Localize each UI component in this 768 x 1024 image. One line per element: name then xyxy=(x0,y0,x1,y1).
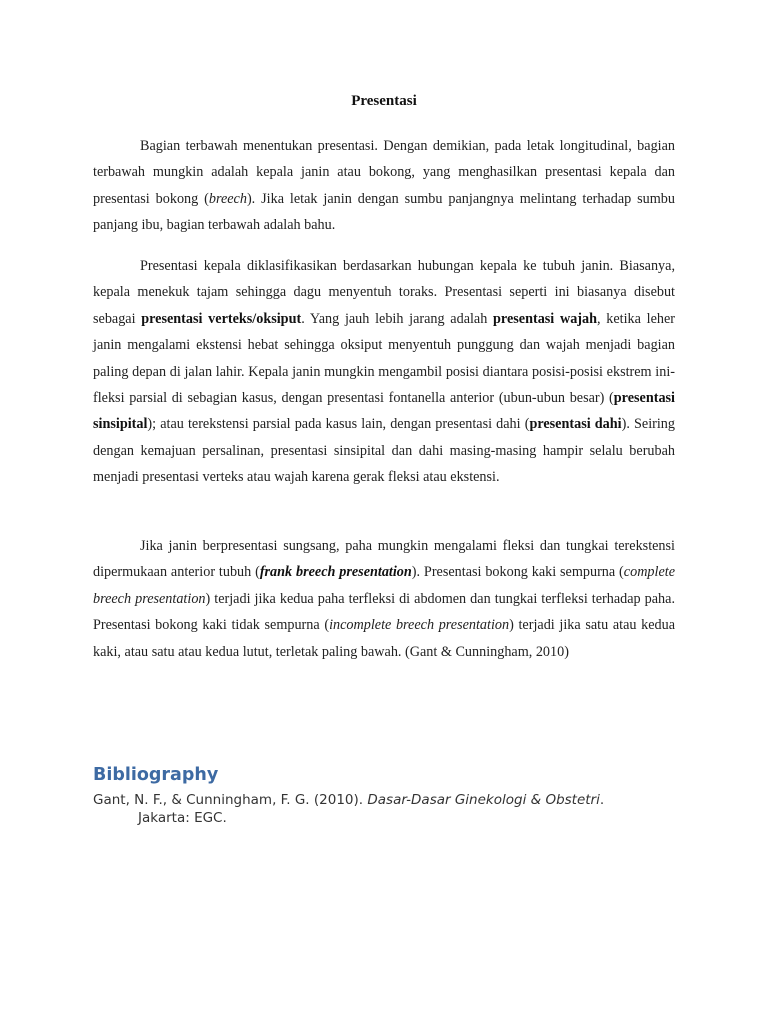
bib-authors: Gant, N. F., & Cunningham, F. G. (2010). xyxy=(93,792,368,808)
bold-term: presentasi dahi xyxy=(529,416,622,433)
bibliography-entry xyxy=(93,791,693,827)
page-title: Presentasi xyxy=(351,93,417,109)
paragraph-3 xyxy=(93,533,675,665)
text-run: Jika janin berpresentasi sungsang, paha mungkin mengalami fleksi dan tungkai terekstensi dipermukaan anterior tubuh ( xyxy=(93,538,675,581)
paragraph-2 xyxy=(93,253,675,491)
bib-punct: . xyxy=(599,792,605,808)
text-run: Bagian terbawah menentukan presentasi. Dengan demikian, pada letak longitudinal, bagian terbawah mungkin adalah kepala janin atau bokong, yang menghasilkan presentasi kepala dan presentasi bokong ( xyxy=(93,138,675,207)
bold-term: presentasi sinsipital xyxy=(93,390,675,433)
text-run: ) terjadi jika kedua paha terfleksi di abdomen dan tungkai terfleksi terhadap paha. Presentasi bokong kaki tidak sempurna ( xyxy=(93,590,675,634)
text-run: , ketika leher janin mengalami ekstensi hebat sehingga oksiput menyentuh punggung dan wajah menjadi bagian paling depan di jalan lahir. Kepala janin mungkin mengambil posisi diantara posisi-posisi ekstrem ini-fleksi parsial di sebagian kasus, dengan presentasi fontanella anterior (ubun-ubun besar) ( xyxy=(93,310,675,407)
bold-term: presentasi wajah xyxy=(493,310,598,327)
text-run: ). Seiring dengan kemajuan persalinan, presentasi sinsipital dan dahi masing-masing hampir selalu berubah menjadi presentasi verteks atau wajah karena gerak fleksi atau ekstensi. xyxy=(93,416,675,486)
bib-book-title: Dasar-Dasar Ginekologi & Obstetri xyxy=(367,792,600,808)
text-run: ). Jika letak janin dengan sumbu panjangnya melintang terhadap sumbu panjang ibu, bagian terbawah adalah bahu. xyxy=(93,190,675,234)
bold-term: presentasi verteks/oksiput xyxy=(141,310,302,327)
bibliography-heading: Bibliography xyxy=(93,765,219,785)
text-run: ). Presentasi bokong kaki sempurna ( xyxy=(411,564,624,581)
italic-term: incomplete breech presentation xyxy=(329,617,510,634)
paragraph-1 xyxy=(93,133,675,239)
bold-italic-term: frank breech presentation xyxy=(259,564,412,581)
text-run: Presentasi kepala diklasifikasikan berdasarkan hubungan kepala ke tubuh janin. Biasanya, kepala menekuk tajam sehingga dagu menyentuh toraks. Presentasi seperti ini biasanya disebut sebagai xyxy=(93,258,675,327)
text-run: ) terjadi jika satu atau kedua kaki, atau satu atau kedua lutut, terletak paling bawah. (Gant & Cunningham, 2010) xyxy=(93,617,675,660)
bib-publisher: Jakarta: EGC. xyxy=(138,810,227,826)
italic-term: complete breech presentation xyxy=(93,564,676,607)
italic-term: breech xyxy=(208,190,247,207)
text-run: ); atau terekstensi parsial pada kasus lain, dengan presentasi dahi ( xyxy=(147,416,530,433)
text-run: . Yang jauh lebih jarang adalah xyxy=(301,310,494,327)
